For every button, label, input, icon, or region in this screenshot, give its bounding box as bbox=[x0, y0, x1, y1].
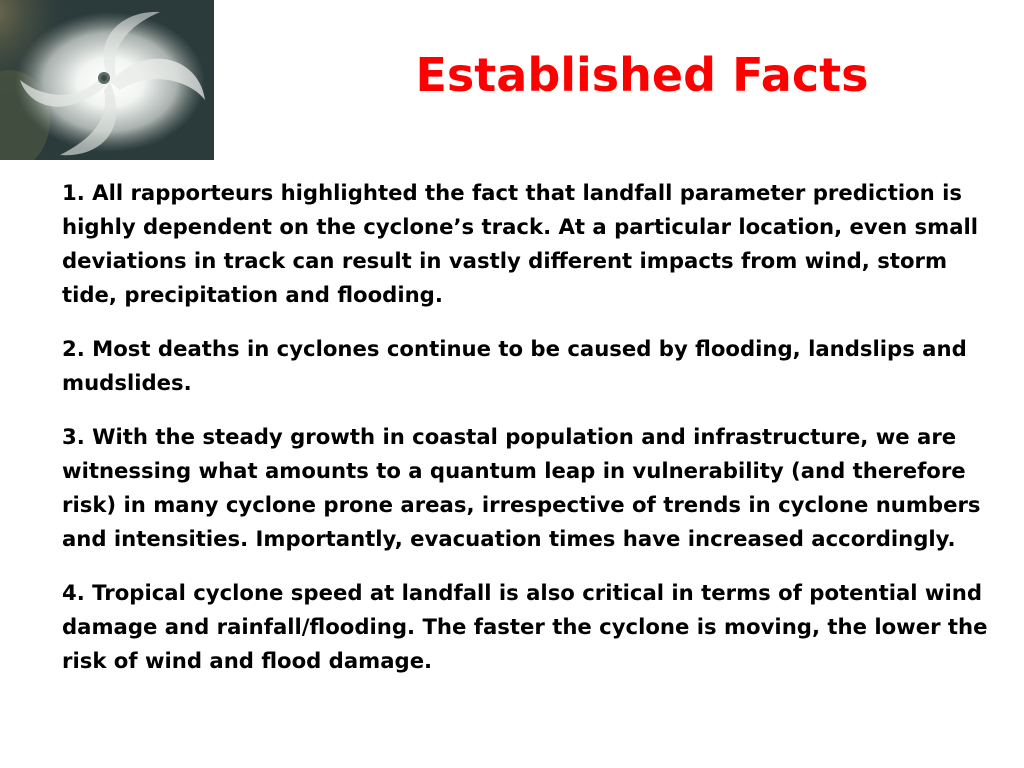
fact-paragraph-3: 3. With the steady growth in coastal population and infrastructure, we are witnessing what amounts to a quantum leap in vulnerability (and therefore risk) in many cyclone prone areas, irrespective of trends in cyclone numbers and intensities. Importantly, evacuation times have increased accordingly. bbox=[62, 424, 981, 551]
fact-paragraph-2: 2. Most deaths in cyclones continue to be caused by flooding, landslips and mudslides. bbox=[62, 336, 967, 395]
facts-list bbox=[62, 176, 1002, 698]
fact-paragraph-4: 4. Tropical cyclone speed at landfall is also critical in terms of potential wind damage and rainfall/flooding. The faster the cyclone is moving, the lower the risk of wind and flood damage. bbox=[62, 580, 988, 673]
cyclone-satellite-image bbox=[0, 0, 214, 160]
slide-title: Established Facts bbox=[415, 48, 869, 102]
cyclone-icon bbox=[0, 0, 214, 160]
fact-paragraph-1: 1. All rapporteurs highlighted the fact that landfall parameter prediction is highly dependent on the cyclone’s track. At a particular location, even small deviations in track can result in vastly different impacts from wind, storm tide, precipitation and flooding. bbox=[62, 180, 979, 307]
